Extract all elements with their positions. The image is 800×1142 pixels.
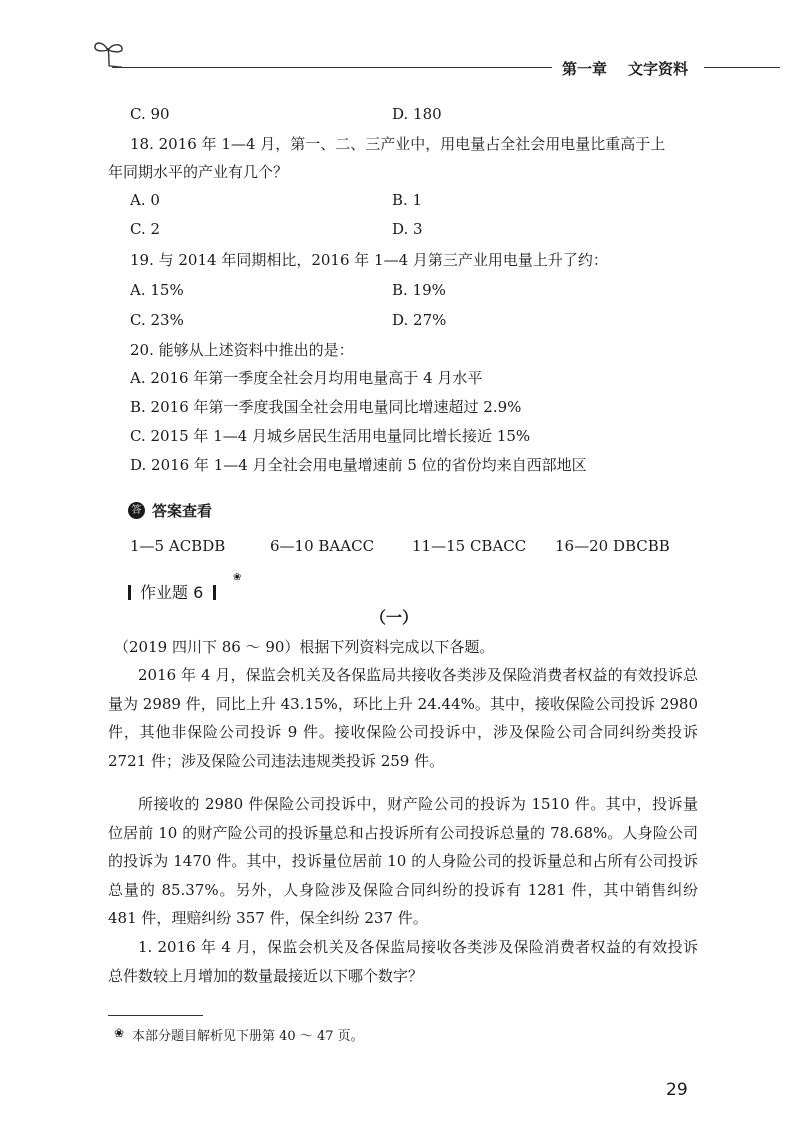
q19-option-b: B. 19% [392, 281, 446, 299]
q17-option-c: C. 90 [130, 105, 170, 123]
q20-option-a: A. 2016 年第一季度全社会月均用电量高于 4 月水平 [130, 369, 483, 387]
note-marker-icon: ❀ [233, 572, 242, 583]
q18-option-c: C. 2 [130, 220, 161, 238]
section-label: 文字资料 [628, 60, 689, 78]
q20-option-d: D. 2016 年 1—4 月全社会用电量增速前 5 位的省份均来自西部地区 [130, 456, 587, 474]
q18-stem-line1: 18. 2016 年 1—4 月，第一、二、三产业中，用电量占全社会用电量比重高于上 [130, 135, 666, 153]
sprout-icon [92, 36, 126, 68]
answers-group-3: 11—15 CBACC [412, 537, 527, 555]
q20-stem: 20. 能够从上述资料中推出的是： [130, 341, 354, 359]
q20-option-c: C. 2015 年 1—4 月城乡居民生活用电量同比增长接近 15% [130, 427, 531, 445]
answers-group-2: 6—10 BAACC [270, 537, 375, 555]
footnote-text: 本部分题目解析见下册第 40 ～ 47 页。 [132, 1029, 364, 1044]
q20-option-b: B. 2016 年第一季度我国全社会用电量同比增速超过 2.9% [130, 398, 522, 416]
answers-group-4: 16—20 DBCBB [555, 537, 670, 555]
answers-title: 答案查看 [152, 502, 213, 520]
paragraph-1: 2016 年 4 月，保监会机关及各保监局共接收各类涉及保险消费者权益的有效投诉总量为 2989 件，同比上升 43.15%，环比上升 24.44%。其中，接收保险公司投诉 2980 件，其他非保险公司投诉 9 件。接收保险公司投诉中，涉及保险公司合同纠纷类投诉 2721 件；涉及保险公司违法违规类投诉 259 件。 [108, 666, 698, 770]
q17-option-d: D. 180 [392, 105, 442, 123]
q18-option-b: B. 1 [392, 191, 423, 209]
heading-bar-left [128, 583, 131, 602]
question-1: 1. 2016 年 4 月，保监会机关及各保监局接收各类涉及保险消费者权益的有效投诉总件数较上月增加的数量最接近以下哪个数字？ [108, 938, 698, 985]
q19-option-a: A. 15% [130, 281, 184, 299]
q18-stem-line2: 年同期水平的产业有几个？ [108, 163, 289, 181]
q18-option-d: D. 3 [392, 220, 423, 238]
paragraph-2: 所接收的 2980 件保险公司投诉中，财产险公司的投诉为 1510 件。其中，投诉量位居前 10 的财产险公司的投诉量总和占投诉所有公司投诉总量的 78.68%。人身险公司的投诉为 1470 件。其中，投诉量位居前 10 的人身险公司的投诉量总和占所有公司投诉总量的 85.37%。另外，人身险涉及保险合同纠纷的投诉有 1281 件，其中销售纠纷 481 件，理赔纠纷 357 件，保全纠纷 237 件。 [108, 795, 698, 928]
footnote-rule [108, 1015, 203, 1016]
source-line: （2019 四川下 86 ～ 90）根据下列资料完成以下各题。 [114, 638, 495, 656]
answers-group-1: 1—5 ACBDB [130, 537, 226, 555]
q19-option-d: D. 27% [392, 311, 447, 329]
footnote-marker-icon: ❀ [114, 1026, 125, 1040]
chapter-label: 第一章 [562, 60, 608, 78]
homework-title: 作业题 6 [140, 583, 204, 602]
heading-bar-right [213, 583, 216, 602]
q18-option-a: A. 0 [130, 191, 160, 209]
page-number: 29 [666, 1080, 688, 1100]
q19-option-c: C. 23% [130, 311, 184, 329]
part-label: （一） [370, 608, 419, 627]
answer-icon: 答 [128, 502, 145, 519]
q19-stem: 19. 与 2014 年同期相比，2016 年 1—4 月第三产业用电量上升了约： [130, 251, 608, 269]
